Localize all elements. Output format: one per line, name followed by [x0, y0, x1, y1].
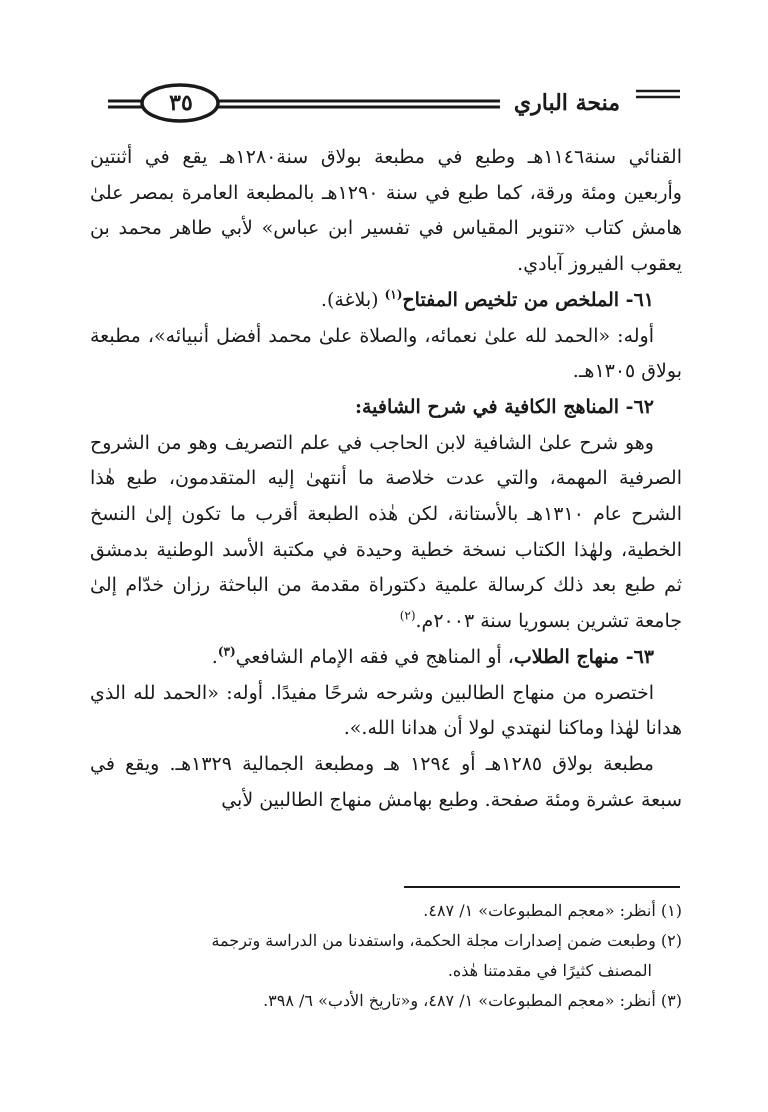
text-line: طبع هٰذا الشرح عام ١٣١٠هـ بالأستانة، لكن هٰذه الطبعة أقرب ما	[90, 467, 683, 526]
body-text	[90, 140, 682, 818]
text-line: الشروح الصرفية المهمة، والتي عدت خلاصة ما أنتهىٰ إليه المتقدمون،	[90, 431, 682, 490]
paragraph	[90, 319, 682, 390]
text-line: مطبعة بولاق ١٢٨٥هـ أو ١٢٩٤ هـ ومطبعة الجمالية ١٣٢٩هـ.	[169, 752, 654, 775]
text-line: أنبيائه»، مطبعة بولاق ١٣٠٥هـ.	[90, 324, 682, 383]
text-line: ويقع في سبعة عشرة ومئة صفحة. وطبع بهامش منهاج الطالبين لأبي	[90, 752, 682, 811]
text-line: وأربعين ومئة ورقة، كما طبع في سنة ١٢٩٠هـ بالمطبعة العامرة بمصر	[131, 181, 682, 204]
page-number: ٣٥	[169, 90, 193, 116]
heading-text: ٦٣- منهاج الطلاب	[513, 645, 654, 668]
footnote-2	[90, 926, 682, 956]
heading-end: .	[211, 645, 218, 668]
footnote-line: (٢) وطبعت ضمن إصدارات مجلة الحكمة، واستفدنا من الدراسة وترجمة	[211, 931, 682, 950]
heading-text: ٦١- الملخص من تلخيص المفتاح	[402, 288, 654, 311]
text-line: وهو شرح علىٰ الشافية لابن الحاجب في علم التصريف وهو من	[156, 431, 654, 454]
paragraph	[90, 747, 682, 818]
footnote-2-continuation: المصنف كثيرًا في مقدمتنا هٰذه.	[447, 961, 652, 980]
entry-heading-62: ٦٢- المناهج الكافية في شرح الشافية:	[354, 395, 654, 418]
text-line: اختصره من منهاج الطالبين وشرحه شرحًا مفيدًا. أوله: «الحمد لله	[133, 681, 655, 704]
text-line: الباحثة رزان خدّام إلىٰ جامعة تشرين بسوريا سنة ٢٠٠٣م.	[90, 574, 682, 633]
heading-suffix: ، أو المناهج في فقه الإمام الشافعي	[235, 645, 514, 668]
paragraph	[90, 140, 682, 283]
paragraph	[90, 676, 682, 747]
footnote-mark: (١)	[384, 287, 403, 302]
text-line: الذي هدانا لهٰذا وماكنا لنهتدي لولا أن هدانا الله.».	[90, 681, 682, 740]
entry-heading-63	[90, 640, 682, 676]
footnotes	[90, 896, 682, 1016]
running-title: منحة الباري	[513, 90, 620, 116]
text-line: علىٰ هامش كتاب «تنوير المقياس في تفسير ابن عباس» لأبي طاهر	[90, 181, 683, 240]
text-line: محمد بن يعقوب الفيروز آبادي.	[90, 217, 682, 276]
paragraph	[90, 426, 682, 640]
page-header	[108, 82, 680, 126]
footnote-mark: (٣)	[217, 644, 236, 659]
footnote-separator	[404, 886, 680, 888]
entry-heading-61	[90, 283, 682, 319]
text-line: تكون إلىٰ النسخ الخطية، ولهٰذا الكتاب نسخة خطية وحيدة في مكتبة	[90, 503, 682, 561]
text-line: القنائي سنة١١٤٦هـ وطبع في مطبعة بولاق سنة١٢٨٠هـ يقع في أثنتين	[90, 146, 682, 168]
text-line: الأسد الوطنية بدمشق ثم طبع بعد ذلك كرسالة علمية دكتوراة مقدمة من	[90, 538, 682, 597]
footnote-mark: (٢)	[399, 608, 416, 623]
heading-suffix: (بلاغة).	[320, 288, 385, 311]
footnote-3: (٣) أنظر: «معجم المطبوعات» ١/ ٤٨٧، و«تاريخ الأدب» ٦/ ٣٩٨.	[263, 991, 682, 1010]
text-line: أوله: «الحمد لله علىٰ نعمائه، والصلاة علىٰ محمد أفضل	[216, 324, 655, 347]
footnote-1: (١) أنظر: «معجم المطبوعات» ١/ ٤٨٧.	[423, 901, 682, 920]
